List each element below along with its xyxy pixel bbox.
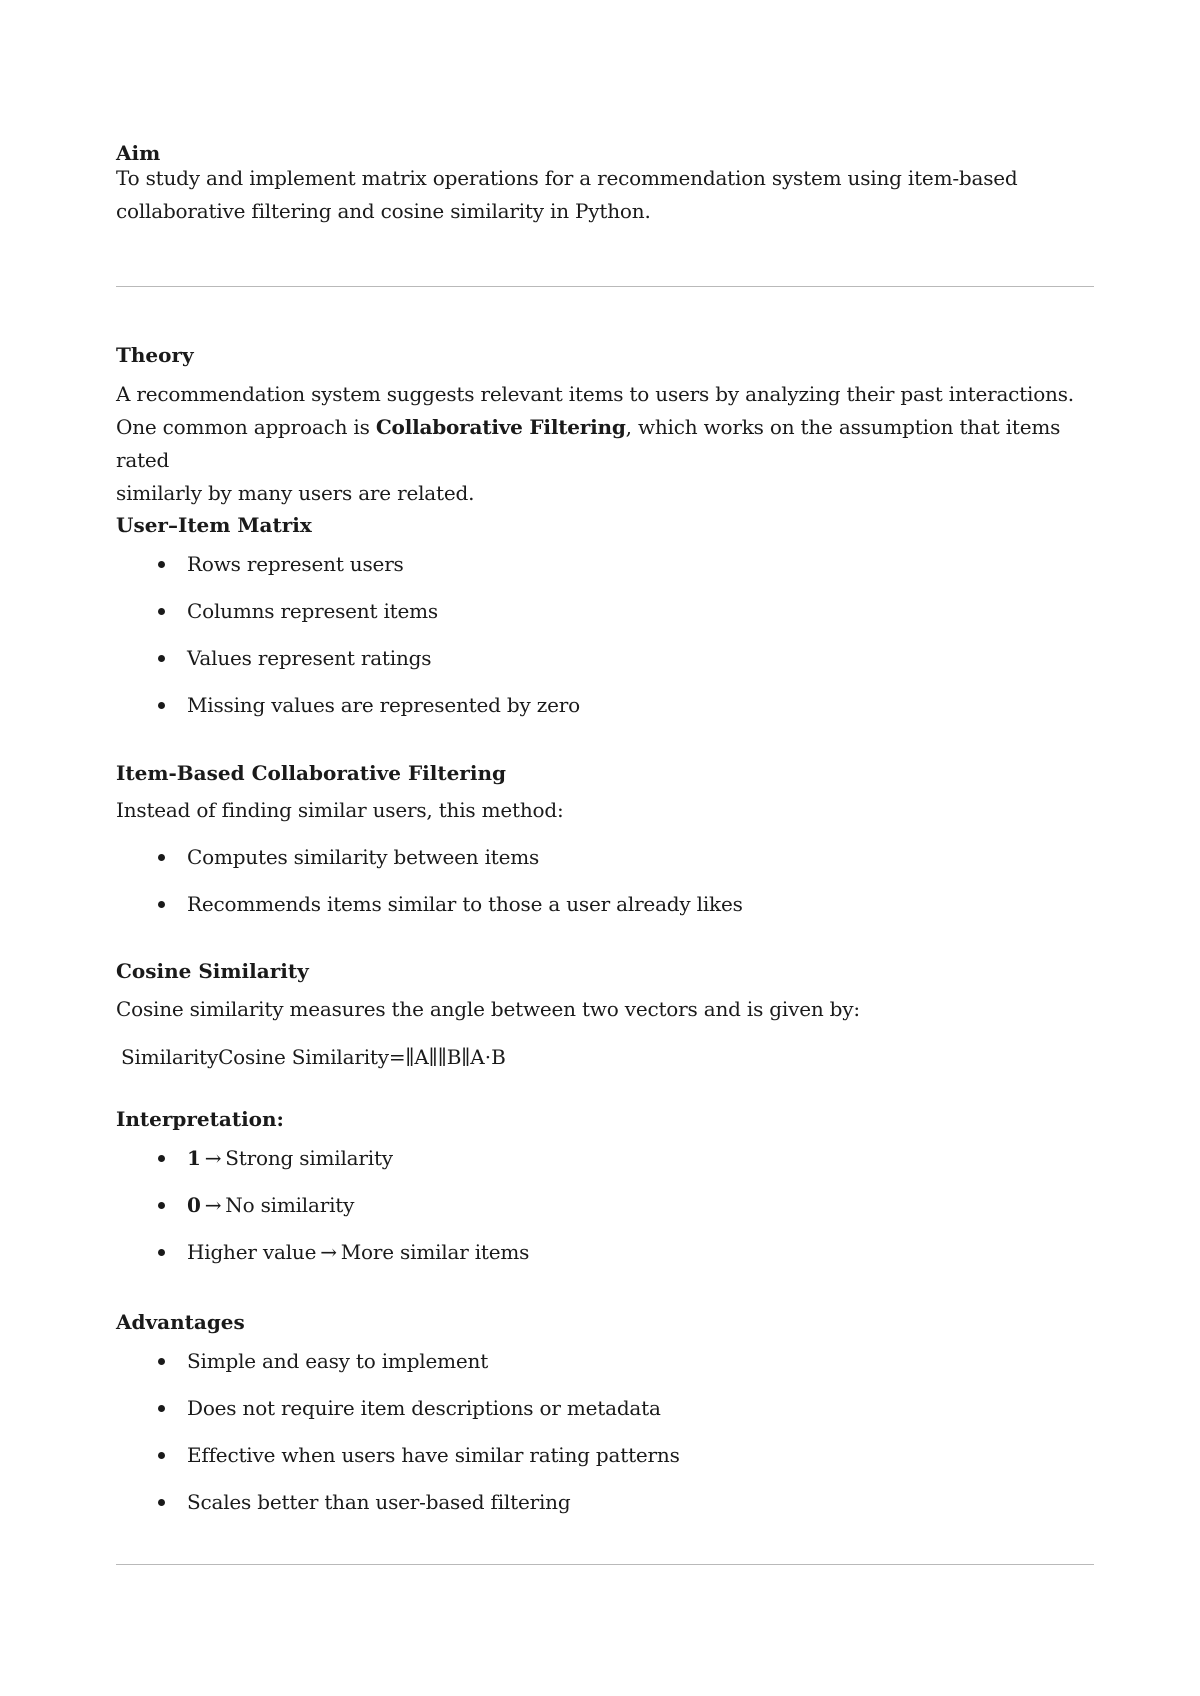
bullet-icon: [158, 1452, 165, 1459]
aim-heading: Aim: [116, 141, 161, 165]
interpretation-list: [116, 1145, 529, 1286]
list-item: Effective when users have similar rating patterns: [116, 1442, 680, 1489]
item-based-cf-intro: Instead of finding similar users, this method:: [116, 798, 564, 822]
bullet-icon: [158, 655, 165, 662]
list-item: Computes similarity between items: [116, 844, 743, 891]
list-item: Values represent ratings: [116, 645, 580, 692]
list-item: Does not require item descriptions or metadata: [116, 1395, 680, 1442]
theory-line-2: [116, 411, 1094, 477]
bullet-icon: [158, 1249, 165, 1256]
aim-text-line-2: collaborative filtering and cosine similarity in Python.: [116, 199, 651, 223]
bullet-icon: [158, 1358, 165, 1365]
theory-text: [116, 378, 1094, 510]
bullet-icon: [158, 1155, 165, 1162]
theory-heading: Theory: [116, 343, 194, 367]
aim-text-line-1: To study and implement matrix operations for a recommendation system using item-based: [116, 166, 1018, 190]
arrow-icon: →: [204, 1146, 222, 1170]
aim-text: [116, 162, 1094, 228]
bullet-icon: [158, 1499, 165, 1506]
list-item: 0 → No similarity: [116, 1192, 529, 1239]
interpretation-heading: Interpretation:: [116, 1107, 284, 1131]
list-item: 1 → Strong similarity: [116, 1145, 529, 1192]
advantages-list: [116, 1348, 680, 1536]
theory-line-3: similarly by many users are related.: [116, 481, 475, 505]
list-item: Rows represent users: [116, 551, 580, 598]
list-item: Missing values are represented by zero: [116, 692, 580, 739]
user-item-matrix-list: [116, 551, 580, 739]
user-item-matrix-heading: User–Item Matrix: [116, 513, 312, 537]
bullet-icon: [158, 561, 165, 568]
theory-line-1: A recommendation system suggests relevant items to users by analyzing their past interactions.: [116, 382, 1074, 406]
arrow-icon: →: [320, 1240, 337, 1264]
bullet-icon: [158, 901, 165, 908]
cosine-similarity-heading: Cosine Similarity: [116, 959, 309, 983]
theory-line-2-suffix: , which works on the assumption that items rated: [116, 415, 1061, 472]
list-item: Simple and easy to implement: [116, 1348, 680, 1395]
cosine-similarity-intro: Cosine similarity measures the angle between two vectors and is given by:: [116, 997, 860, 1021]
list-item: Scales better than user-based filtering: [116, 1489, 680, 1536]
section-divider: [116, 286, 1094, 287]
cosine-similarity-formula: SimilarityCosine Similarity=∥A∥∥B∥A⋅B: [121, 1045, 506, 1069]
section-divider: [116, 1564, 1094, 1565]
list-item: Columns represent items: [116, 598, 580, 645]
arrow-icon: →: [204, 1193, 222, 1217]
list-item: Higher value → More similar items: [116, 1239, 529, 1286]
bullet-icon: [158, 702, 165, 709]
bullet-icon: [158, 1202, 165, 1209]
theory-line-2-prefix: One common approach is: [116, 415, 376, 439]
bullet-icon: [158, 854, 165, 861]
advantages-heading: Advantages: [116, 1310, 245, 1334]
item-based-cf-heading: Item-Based Collaborative Filtering: [116, 761, 506, 785]
list-item: Recommends items similar to those a user already likes: [116, 891, 743, 938]
bullet-icon: [158, 608, 165, 615]
bullet-icon: [158, 1405, 165, 1412]
item-based-cf-list: [116, 844, 743, 938]
collaborative-filtering-term: Collaborative Filtering: [375, 415, 626, 439]
